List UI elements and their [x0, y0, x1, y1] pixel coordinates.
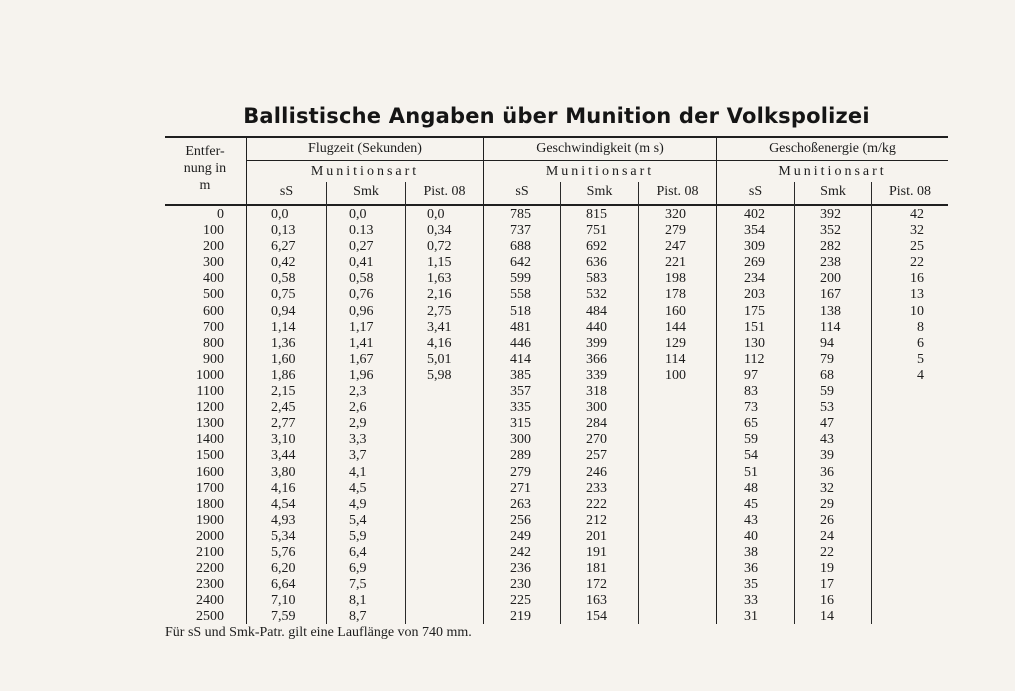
table-cell: 219	[510, 609, 531, 625]
table-cell: 2,77	[271, 416, 296, 432]
table-cell: 3,7	[349, 448, 367, 464]
table-cell: 33	[744, 593, 758, 609]
table-cell: 357	[510, 384, 531, 400]
table-cell: 39	[820, 448, 834, 464]
table-cell: 0,41	[349, 255, 374, 271]
table-cell: 2,9	[349, 416, 367, 432]
table-cell: 100	[665, 367, 686, 383]
flugzeit-header: Flugzeit (Sekunden)	[308, 141, 422, 156]
table-cell: 242	[510, 544, 531, 560]
table-cell: 249	[510, 528, 531, 544]
table-cell: 1400	[196, 432, 224, 448]
geschw-smk-column	[586, 207, 636, 625]
table-cell: 0,34	[427, 223, 452, 239]
table-cell: 3,44	[271, 448, 296, 464]
table-cell: 2100	[196, 544, 224, 560]
column-rule	[483, 138, 484, 624]
table-cell: 339	[586, 367, 607, 383]
table-cell: 270	[586, 432, 607, 448]
table-cell: 22	[910, 255, 924, 271]
energie-ss-column	[744, 207, 792, 625]
table-cell: 32	[910, 223, 924, 239]
subheader-smk: Smk	[353, 184, 379, 199]
energie-smk-column	[820, 207, 868, 625]
table-cell: 221	[665, 255, 686, 271]
table-cell: 263	[510, 496, 531, 512]
table-cell: 1300	[196, 416, 224, 432]
geschw-ss-column	[510, 207, 558, 625]
table-cell: 320	[665, 207, 686, 222]
table-cell: 366	[586, 351, 607, 367]
table-cell: 392	[820, 207, 841, 222]
table-cell: 785	[510, 207, 531, 222]
table-cell: 1200	[196, 400, 224, 416]
table-cell: 16	[820, 593, 834, 609]
table-cell: 26	[820, 512, 834, 528]
table-cell: 335	[510, 400, 531, 416]
table-cell: 1,60	[271, 351, 296, 367]
table-cell: 247	[665, 239, 686, 255]
flugzeit-ss-column	[271, 207, 326, 625]
table-cell: 5,9	[349, 528, 367, 544]
table-cell: 289	[510, 448, 531, 464]
table-cell: 692	[586, 239, 607, 255]
table-cell: 2000	[196, 528, 224, 544]
table-cell: 309	[744, 239, 765, 255]
table-cell: 31	[744, 609, 758, 625]
table-cell: 700	[203, 319, 224, 335]
table-cell: 385	[510, 367, 531, 383]
group-header-rule-geschwindigkeit	[484, 160, 716, 161]
table-cell: 14	[820, 609, 834, 625]
table-cell: 315	[510, 416, 531, 432]
table-cell: 279	[665, 223, 686, 239]
group-header-rule-energie	[717, 160, 948, 161]
energie-pist-column	[880, 207, 924, 384]
table-cell: 35	[744, 577, 758, 593]
table-cell: 300	[510, 432, 531, 448]
table-cell: 212	[586, 512, 607, 528]
table-cell: 0,58	[271, 271, 296, 287]
geschwindigkeit-header: Geschwindigkeit (m s)	[536, 141, 664, 156]
table-cell: 1500	[196, 448, 224, 464]
table-cell: 900	[203, 351, 224, 367]
table-cell: 2,16	[427, 287, 452, 303]
table-cell: 300	[586, 400, 607, 416]
header-bottom-rule	[165, 204, 948, 206]
table-cell: 2,3	[349, 384, 367, 400]
table-cell: 22	[820, 544, 834, 560]
table-cell: 2200	[196, 561, 224, 577]
table-cell: 51	[744, 464, 758, 480]
table-cell: 94	[820, 335, 834, 351]
table-cell: 558	[510, 287, 531, 303]
table-cell: 6,64	[271, 577, 296, 593]
table-cell: 68	[820, 367, 834, 383]
table-cell: 4,16	[427, 335, 452, 351]
table-cell: 178	[665, 287, 686, 303]
table-cell: 79	[820, 351, 834, 367]
table-cell: 0,13	[271, 223, 296, 239]
table-cell: 59	[744, 432, 758, 448]
table-cell: 3,41	[427, 319, 452, 335]
table-cell: 13	[910, 287, 924, 303]
table-cell: 8,1	[349, 593, 367, 609]
table-cell: 532	[586, 287, 607, 303]
subcolumn-rule	[871, 182, 872, 624]
table-cell: 279	[510, 464, 531, 480]
table-cell: 4,93	[271, 512, 296, 528]
table-cell: 0,0	[427, 207, 445, 222]
table-cell: 284	[586, 416, 607, 432]
table-cell: 130	[744, 335, 765, 351]
table-cell: 1900	[196, 512, 224, 528]
table-cell: 352	[820, 223, 841, 239]
table-cell: 5,34	[271, 528, 296, 544]
table-cell: 160	[665, 303, 686, 319]
table-cell: 172	[586, 577, 607, 593]
table-cell: 38	[744, 544, 758, 560]
table-cell: 600	[203, 303, 224, 319]
table-cell: 29	[820, 496, 834, 512]
munitionsart-label: Munitionsart	[310, 164, 420, 179]
table-cell: 10	[910, 303, 924, 319]
table-cell: 1700	[196, 480, 224, 496]
table-cell: 0,72	[427, 239, 452, 255]
table-cell: 16	[910, 271, 924, 287]
table-cell: 688	[510, 239, 531, 255]
table-cell: 47	[820, 416, 834, 432]
table-cell: 737	[510, 223, 531, 239]
table-cell: 114	[820, 319, 841, 335]
table-cell: 282	[820, 239, 841, 255]
subheader-pist: Pist. 08	[888, 184, 931, 199]
table-cell: 4,54	[271, 496, 296, 512]
table-cell: 751	[586, 223, 607, 239]
table-cell: 163	[586, 593, 607, 609]
table-cell: 500	[203, 287, 224, 303]
table-cell: 54	[744, 448, 758, 464]
table-cell: 19	[820, 561, 834, 577]
table-cell: 1,17	[349, 319, 374, 335]
table-cell: 191	[586, 544, 607, 560]
table-cell: 129	[665, 335, 686, 351]
table-cell: 36	[820, 464, 834, 480]
table-cell: 256	[510, 512, 531, 528]
table-cell: 1,67	[349, 351, 374, 367]
table-cell: 43	[820, 432, 834, 448]
table-cell: 318	[586, 384, 607, 400]
subheader-pist: Pist. 08	[423, 184, 466, 199]
table-cell: 45	[744, 496, 758, 512]
table-cell: 0,75	[271, 287, 296, 303]
table-cell: 815	[586, 207, 607, 222]
table-cell: 2,75	[427, 303, 452, 319]
subheader-ss: sS	[748, 184, 763, 199]
table-cell: 8	[917, 319, 924, 335]
table-cell: 246	[586, 464, 607, 480]
table-cell: 167	[820, 287, 841, 303]
table-cell: 583	[586, 271, 607, 287]
table-cell: 0,58	[349, 271, 374, 287]
table-cell: 7,59	[271, 609, 296, 625]
table-cell: 6,27	[271, 239, 296, 255]
table-cell: 233	[586, 480, 607, 496]
flugzeit-pist-column	[427, 207, 482, 384]
table-cell: 1,63	[427, 271, 452, 287]
distance-header	[165, 143, 245, 194]
table-cell: 0,94	[271, 303, 296, 319]
table-cell: 138	[820, 303, 841, 319]
table-cell: 25	[910, 239, 924, 255]
table-cell: 1100	[196, 384, 224, 400]
table-cell: 40	[744, 528, 758, 544]
table-cell: 518	[510, 303, 531, 319]
table-cell: 7,5	[349, 577, 367, 593]
table-cell: 154	[586, 609, 607, 625]
table-cell: 0,42	[271, 255, 296, 271]
subcolumn-rule	[638, 182, 639, 624]
table-cell: 0,0	[349, 207, 367, 222]
table-cell: 4,1	[349, 464, 367, 480]
table-cell: 599	[510, 271, 531, 287]
table-cell: 3,3	[349, 432, 367, 448]
table-cell: 203	[744, 287, 765, 303]
distance-header-line: nung in	[183, 161, 227, 176]
table-cell: 1800	[196, 496, 224, 512]
table-cell: 1600	[196, 464, 224, 480]
table-cell: 200	[820, 271, 841, 287]
table-cell: 225	[510, 593, 531, 609]
subheader-smk: Smk	[820, 184, 846, 199]
column-rule	[246, 138, 247, 624]
table-cell: 2400	[196, 593, 224, 609]
table-cell: 100	[203, 223, 224, 239]
munitionsart-label: Munitionsart	[778, 164, 887, 179]
table-cell: 6	[917, 335, 924, 351]
table-cell: 642	[510, 255, 531, 271]
subcolumn-rule	[405, 182, 406, 624]
table-cell: 6,9	[349, 561, 367, 577]
table-cell: 236	[510, 561, 531, 577]
column-rule	[716, 138, 717, 624]
table-cell: 0,96	[349, 303, 374, 319]
table-cell: 481	[510, 319, 531, 335]
table-cell: 0.13	[349, 223, 374, 239]
table-cell: 24	[820, 528, 834, 544]
flugzeit-smk-column	[349, 207, 404, 625]
table-cell: 144	[665, 319, 686, 335]
table-cell: 4,5	[349, 480, 367, 496]
subheader-ss: sS	[515, 184, 529, 199]
table-cell: 5,98	[427, 367, 452, 383]
distance-header-line: m	[199, 178, 211, 193]
distance-column	[165, 207, 224, 625]
table-cell: 1000	[196, 367, 224, 383]
table-cell: 269	[744, 255, 765, 271]
table-cell: 59	[820, 384, 834, 400]
table-cell: 114	[665, 351, 686, 367]
table-cell: 1,15	[427, 255, 452, 271]
table-cell: 5	[917, 351, 924, 367]
distance-header-line: Entfer-	[185, 144, 225, 159]
table-cell: 6,4	[349, 544, 367, 560]
table-cell: 402	[744, 207, 765, 222]
table-cell: 230	[510, 577, 531, 593]
table-cell: 32	[820, 480, 834, 496]
table-cell: 440	[586, 319, 607, 335]
table-cell: 5,4	[349, 512, 367, 528]
table-top-rule	[165, 136, 948, 138]
page-title: Ballistische Angaben über Munition der Volkspolizei	[243, 104, 870, 128]
table-cell: 4,9	[349, 496, 367, 512]
table-cell: 48	[744, 480, 758, 496]
table-cell: 1,86	[271, 367, 296, 383]
table-cell: 97	[744, 367, 758, 383]
table-cell: 8,7	[349, 609, 367, 625]
table-cell: 151	[744, 319, 765, 335]
table-cell: 238	[820, 255, 841, 271]
subcolumn-rule	[560, 182, 561, 624]
table-cell: 112	[744, 351, 765, 367]
table-cell: 354	[744, 223, 765, 239]
table-cell: 300	[203, 255, 224, 271]
table-cell: 2500	[196, 609, 224, 625]
table-cell: 42	[910, 207, 924, 222]
table-cell: 53	[820, 400, 834, 416]
munitionsart-label: Munitionsart	[545, 164, 655, 179]
table-cell: 1,96	[349, 367, 374, 383]
subcolumn-rule	[326, 182, 327, 624]
table-cell: 198	[665, 271, 686, 287]
table-cell: 222	[586, 496, 607, 512]
table-cell: 4	[917, 367, 924, 383]
table-cell: 1,36	[271, 335, 296, 351]
table-cell: 73	[744, 400, 758, 416]
table-cell: 6,20	[271, 561, 296, 577]
table-cell: 2300	[196, 577, 224, 593]
table-cell: 3,80	[271, 464, 296, 480]
table-cell: 2,6	[349, 400, 367, 416]
subheader-ss: sS	[279, 184, 294, 199]
footnote: Für sS und Smk-Patr. gilt eine Lauflänge von 740 mm.	[165, 625, 472, 640]
table-cell: 257	[586, 448, 607, 464]
table-cell: 1,41	[349, 335, 374, 351]
table-cell: 17	[820, 577, 834, 593]
table-cell: 65	[744, 416, 758, 432]
table-cell: 0,0	[271, 207, 289, 222]
table-cell: 271	[510, 480, 531, 496]
table-cell: 2,15	[271, 384, 296, 400]
table-cell: 234	[744, 271, 765, 287]
group-header-rule-flugzeit	[247, 160, 483, 161]
table-cell: 0	[217, 207, 224, 222]
table-cell: 0,76	[349, 287, 374, 303]
table-cell: 636	[586, 255, 607, 271]
table-cell: 175	[744, 303, 765, 319]
table-cell: 4,16	[271, 480, 296, 496]
table-cell: 414	[510, 351, 531, 367]
table-cell: 2,45	[271, 400, 296, 416]
table-cell: 181	[586, 561, 607, 577]
subheader-smk: Smk	[586, 184, 613, 199]
table-cell: 43	[744, 512, 758, 528]
table-cell: 0,27	[349, 239, 374, 255]
table-cell: 5,76	[271, 544, 296, 560]
table-cell: 3,10	[271, 432, 296, 448]
table-cell: 7,10	[271, 593, 296, 609]
energie-header: Geschoßenergie (m/kg	[769, 141, 896, 156]
table-cell: 83	[744, 384, 758, 400]
table-cell: 446	[510, 335, 531, 351]
geschw-pist-column	[665, 207, 715, 384]
table-cell: 200	[203, 239, 224, 255]
subheader-pist: Pist. 08	[656, 184, 699, 199]
table-cell: 201	[586, 528, 607, 544]
table-cell: 399	[586, 335, 607, 351]
table-cell: 484	[586, 303, 607, 319]
table-cell: 800	[203, 335, 224, 351]
subcolumn-rule	[794, 182, 795, 624]
table-cell: 400	[203, 271, 224, 287]
table-cell: 1,14	[271, 319, 296, 335]
table-cell: 36	[744, 561, 758, 577]
table-cell: 5,01	[427, 351, 452, 367]
